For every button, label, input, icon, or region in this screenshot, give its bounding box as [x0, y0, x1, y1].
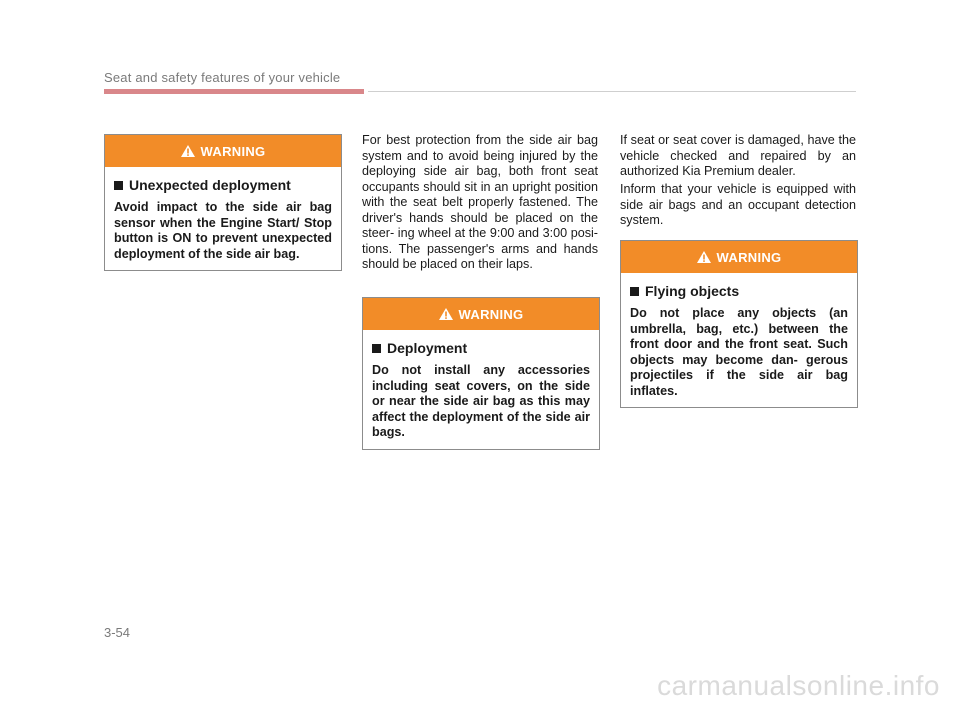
warning-box-flying-objects: [620, 240, 858, 408]
warning-text: Do not place any objects (an umbrella, bag, etc.) between the front door and the front seat. Such objects may become dan- gerous projectiles if the side air bag inflates.: [630, 306, 848, 398]
warning-subtitle-text: Unexpected deployment: [129, 177, 291, 193]
warning-subtitle: [630, 283, 848, 299]
section-accent-bar: [104, 89, 364, 94]
warning-header: [621, 241, 857, 273]
square-bullet-icon: [372, 344, 381, 353]
warning-subtitle: [372, 340, 590, 356]
warning-header: [363, 298, 599, 330]
square-bullet-icon: [114, 181, 123, 190]
warning-label: WARNING: [200, 143, 266, 159]
warning-triangle-icon: [439, 308, 453, 320]
warning-triangle-icon: [181, 145, 195, 157]
warning-label: WARNING: [458, 306, 524, 322]
section-divider: [368, 91, 856, 92]
warning-subtitle-text: Deployment: [387, 340, 468, 356]
warning-box-unexpected-deployment: [104, 134, 342, 271]
warning-header: [105, 135, 341, 167]
warning-subtitle-text: Flying objects: [645, 283, 740, 299]
side-airbag-protection-paragraph: For best protection from the side air bag system and to avoid being injured by the deploying side air bag, both front seat occupants should sit in an upright position with the seat belt properly fastened. The driver's hands should be placed on the steer- ing wheel at the 9:00 and 3:00 posi- tions. The passenger's arms and hands should be placed on their laps.: [362, 133, 598, 271]
warning-triangle-icon: [697, 251, 711, 263]
warning-box-deployment: [362, 297, 600, 450]
seat-damage-paragraph: If seat or seat cover is damaged, have the vehicle checked and repaired by an authorized Kia Premium dealer.: [620, 133, 856, 178]
watermark: carmanualsonline.info: [657, 670, 940, 701]
section-title: Seat and safety features of your vehicle: [104, 70, 341, 85]
warning-label: WARNING: [716, 249, 782, 265]
warning-text: Avoid impact to the side air bag sensor when the Engine Start/ Stop button is ON to prevent unexpected deployment of the side air bag.: [114, 200, 332, 261]
page-number: 3-54: [104, 625, 131, 640]
warning-text: Do not install any accessories including seat covers, on the side or near the side air bag as this may affect the deployment of the side air bags.: [372, 363, 590, 439]
warning-subtitle: [114, 177, 332, 193]
square-bullet-icon: [630, 287, 639, 296]
occupant-detection-paragraph: Inform that your vehicle is equipped with side air bags and an occupant detection system.: [620, 182, 856, 227]
